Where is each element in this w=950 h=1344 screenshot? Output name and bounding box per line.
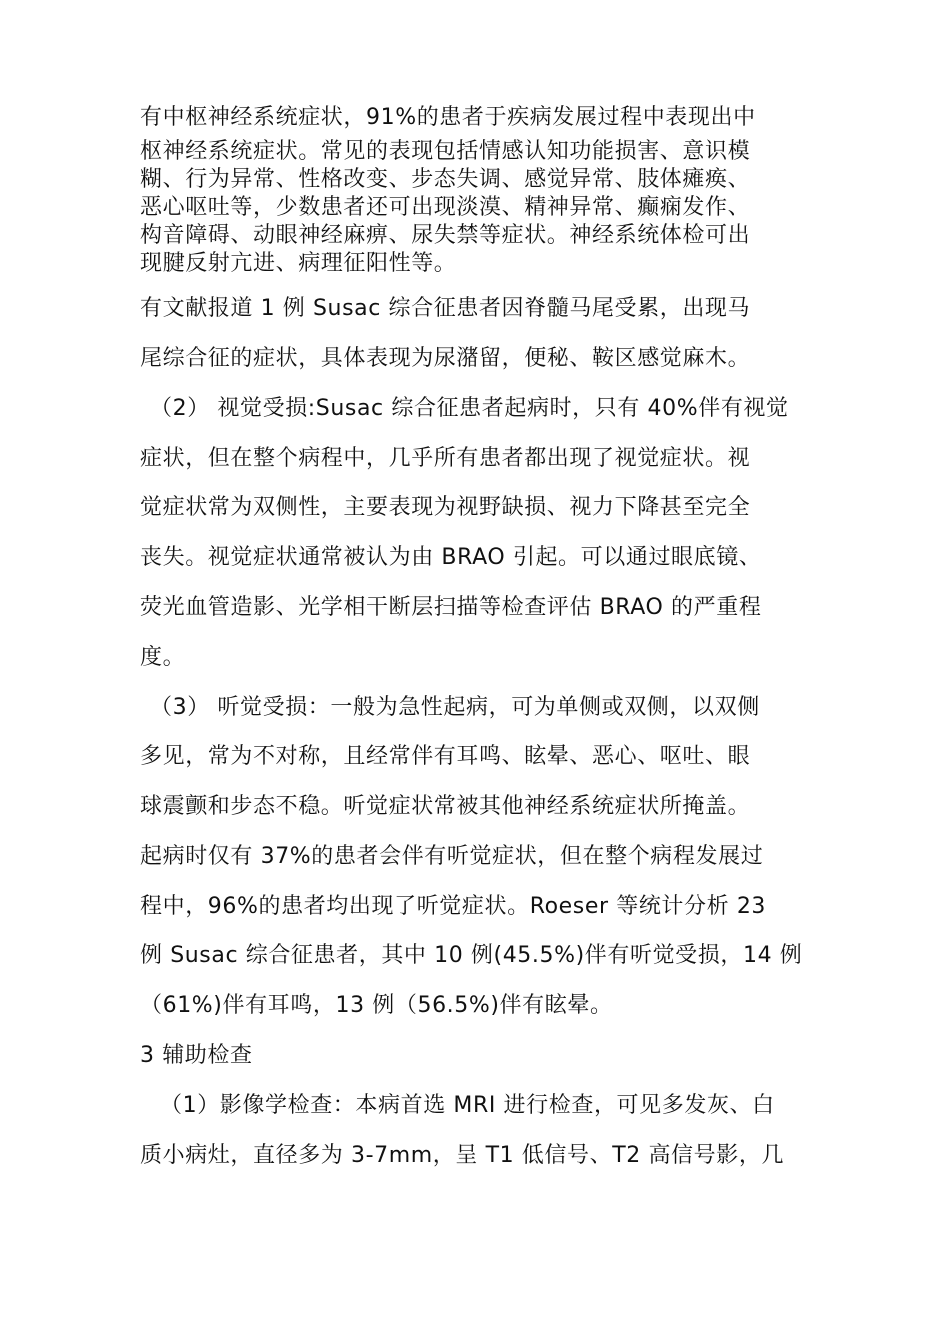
text-line: 丧失。视觉症状通常被认为由 BRAO 引起。可以通过眼底镜、 bbox=[140, 545, 762, 570]
text-line: 有文献报道 1 例 Susac 综合征患者因脊髓马尾受累，出现马 bbox=[140, 296, 751, 321]
text-line: 觉症状常为双侧性，主要表现为视野缺损、视力下降甚至完全 bbox=[140, 495, 751, 520]
text-line: 例 Susac 综合征患者，其中 10 例(45.5%)伴有听觉受损，14 例 bbox=[140, 943, 803, 968]
text-line: 有中枢神经系统症状，91%的患者于疾病发展过程中表现出中 bbox=[140, 105, 756, 130]
text-line: 恶心呕吐等，少数患者还可出现淡漠、精神异常、癫痫发作、 bbox=[140, 195, 751, 220]
text-line: 枢神经系统症状。常见的表现包括情感认知功能损害、意识模 bbox=[140, 139, 751, 164]
text-line: 多见，常为不对称，且经常伴有耳鸣、眩晕、恶心、呕吐、眼 bbox=[140, 744, 751, 769]
text-line: 起病时仅有 37%的患者会伴有听觉症状，但在整个病程发展过 bbox=[140, 844, 764, 869]
text-line: （1）影像学检查：本病首选 MRI 进行检查，可见多发灰、白 bbox=[160, 1093, 775, 1118]
section-heading: 3 辅助检查 bbox=[140, 1043, 253, 1068]
text-line: 尾综合征的症状，具体表现为尿潴留，便秘、鞍区感觉麻木。 bbox=[140, 346, 751, 371]
text-line: 程中，96%的患者均出现了听觉症状。Roeser 等统计分析 23 bbox=[140, 894, 767, 919]
text-line: 质小病灶，直径多为 3-7mm，呈 T1 低信号、T2 高信号影，几 bbox=[140, 1143, 785, 1168]
text-line: 度。 bbox=[140, 645, 186, 670]
text-line: 荧光血管造影、光学相干断层扫描等检查评估 BRAO 的严重程 bbox=[140, 595, 762, 620]
text-line: 构音障碍、动眼神经麻痹、尿失禁等症状。神经系统体检可出 bbox=[140, 223, 751, 248]
text-line: （2） 视觉受损:Susac 综合征患者起病时，只有 40%伴有视觉 bbox=[150, 396, 789, 421]
text-line: 球震颤和步态不稳。听觉症状常被其他神经系统症状所掩盖。 bbox=[140, 794, 751, 819]
text-line: （3） 听觉受损：一般为急性起病，可为单侧或双侧，以双侧 bbox=[150, 695, 760, 720]
text-line: 症状，但在整个病程中，几乎所有患者都出现了视觉症状。视 bbox=[140, 446, 751, 471]
text-line: （61%)伴有耳鸣，13 例（56.5%)伴有眩晕。 bbox=[140, 993, 613, 1018]
text-line: 糊、行为异常、性格改变、步态失调、感觉异常、肢体瘫痪、 bbox=[140, 167, 751, 192]
text-line: 现腱反射亢进、病理征阳性等。 bbox=[140, 251, 457, 276]
